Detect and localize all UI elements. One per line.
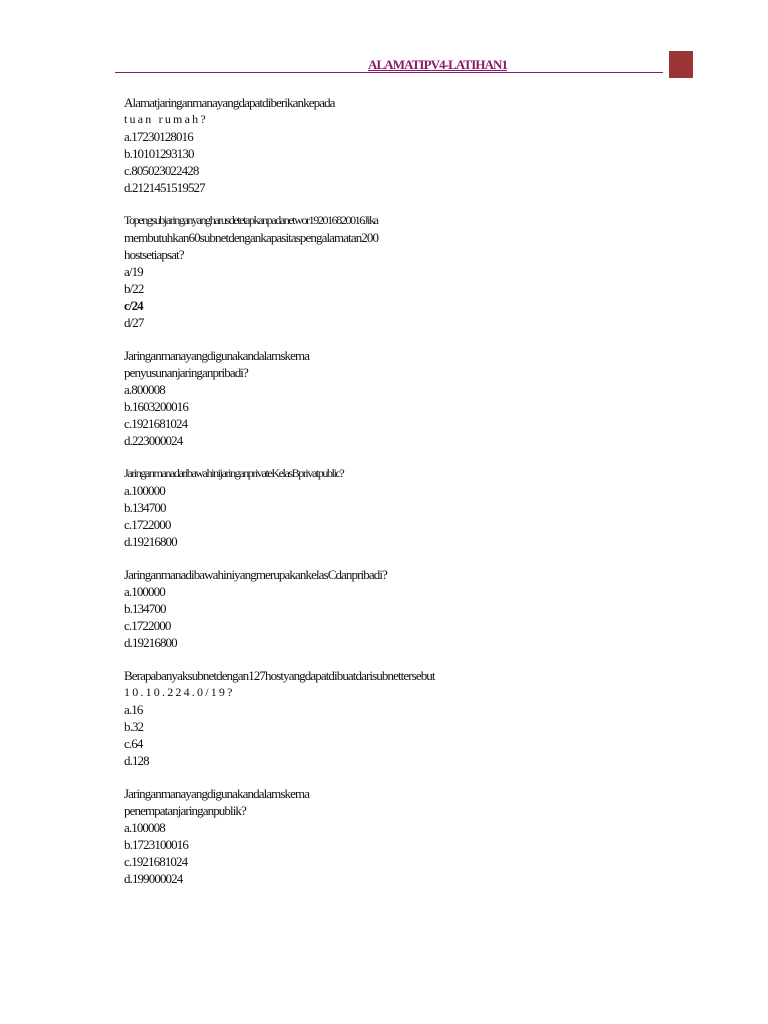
answer-option-c: c.64	[124, 736, 143, 751]
header-accent-box	[669, 51, 693, 78]
question-text: hostsetiapsat?	[124, 247, 184, 262]
question-text: penyusunanjaringanpribadi?	[124, 365, 248, 380]
question-text: Berapabanyaksubnetdengan127hostyangdapatdibuatdarisubnettersebut	[124, 668, 435, 683]
answer-option-b: b.32	[124, 719, 144, 734]
answer-option-a: a/19	[124, 264, 143, 279]
answer-option-a: a.800008	[124, 382, 165, 397]
answer-option-b: b.10101293130	[124, 146, 194, 161]
question-3	[124, 347, 684, 449]
question-6	[124, 667, 684, 769]
answer-option-d: d.128	[124, 753, 149, 768]
answer-option-d: d.19216800	[124, 534, 177, 549]
question-1	[124, 94, 684, 196]
document-title: ALAMATIPV4-LATIHAN1	[368, 57, 508, 72]
answer-option-b: b.1723100016	[124, 837, 188, 852]
answer-option-c: c.1722000	[124, 517, 171, 532]
answer-option-d: d/27	[124, 315, 144, 330]
answer-option-a: a.100000	[124, 483, 165, 498]
answer-option-c: c.1722000	[124, 618, 171, 633]
question-text: JaringanmanadaribawahinijaringanprivateKelasBprivatpublic?	[124, 466, 344, 480]
answer-option-d: d.2121451519527	[124, 180, 205, 195]
answer-option-a: a.16	[124, 702, 143, 717]
answer-option-a: a.100008	[124, 820, 165, 835]
question-2	[124, 212, 684, 331]
question-text: Topengsubjaringanyangharusdetetapkanpadanetwor192016820016Jika	[124, 213, 378, 227]
question-text: Alamatjaringanmanayangdapatdiberikankepada	[124, 95, 335, 110]
question-text: JaringanmanadibawahiniyangmerupakankelasCdanpribadi?	[124, 567, 387, 582]
question-7	[124, 785, 684, 887]
answer-option-c: c.1921681024	[124, 416, 188, 431]
answer-option-c: c.1921681024	[124, 854, 188, 869]
answer-option-b: b.1603200016	[124, 399, 188, 414]
answer-option-c-correct: c/24	[124, 298, 143, 313]
answer-option-b: b.134700	[124, 601, 166, 616]
question-text: Jaringanmanayangdigunakandalamskema	[124, 786, 310, 801]
header-divider	[115, 72, 663, 73]
question-text: membutuhkan60subnetdengankapasitaspengalamatan200	[124, 230, 379, 245]
question-text: penempatanjaringanpublik?	[124, 803, 246, 818]
question-5	[124, 566, 684, 651]
question-text: Jaringanmanayangdigunakandalamskema	[124, 348, 310, 363]
answer-option-b: b.134700	[124, 500, 166, 515]
answer-option-b: b/22	[124, 281, 144, 296]
question-text: 10.10.224.0/19?	[124, 685, 235, 699]
question-text: tuan rumah?	[124, 112, 208, 126]
answer-option-d: d.19216800	[124, 635, 177, 650]
question-list	[124, 94, 684, 903]
answer-option-d: d.223000024	[124, 433, 183, 448]
answer-option-c: c.805023022428	[124, 163, 199, 178]
answer-option-a: a.100000	[124, 584, 165, 599]
answer-option-d: d.199000024	[124, 871, 183, 886]
answer-option-a: a.17230128016	[124, 129, 193, 144]
question-4	[124, 465, 684, 550]
